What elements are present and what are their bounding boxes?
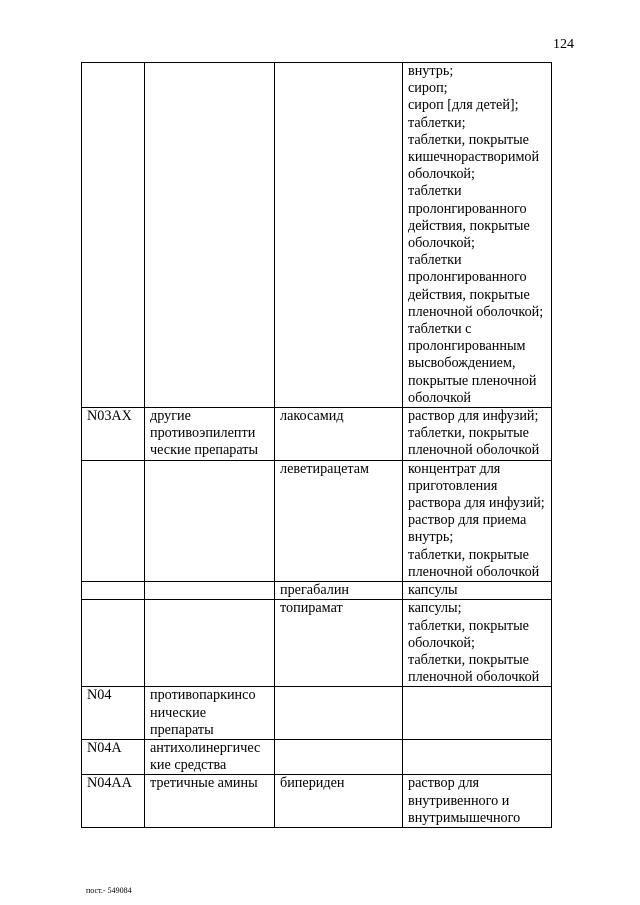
atc-code-cell xyxy=(82,63,145,408)
atc-code-cell xyxy=(82,600,145,687)
atc-code-cell: N04AA xyxy=(82,775,145,828)
table-row xyxy=(82,460,552,581)
page-number: 124 xyxy=(553,37,574,52)
table-row xyxy=(82,775,552,828)
dosage-forms-cell: раствор для внутривенного и внутримышечного xyxy=(403,775,552,828)
drug-group-cell: противопаркинсо нические препараты xyxy=(145,687,275,740)
dosage-forms-cell: капсулы; таблетки, покрытые оболочкой; таблетки, покрытые пленочной оболочкой xyxy=(403,600,552,687)
table-row xyxy=(82,408,552,461)
drug-group-cell xyxy=(145,63,275,408)
drug-table xyxy=(81,62,552,828)
drug-group-cell xyxy=(145,460,275,581)
substance-cell: лакосамид xyxy=(275,408,403,461)
substance-cell xyxy=(275,739,403,774)
substance-cell xyxy=(275,687,403,740)
dosage-forms-cell xyxy=(403,739,552,774)
table-row xyxy=(82,582,552,600)
dosage-forms-cell xyxy=(403,687,552,740)
atc-code-cell: N04 xyxy=(82,687,145,740)
drug-group-cell: третичные амины xyxy=(145,775,275,828)
dosage-forms-cell: внутрь; сироп; сироп [для детей]; таблетки; таблетки, покрытые кишечнорастворимой оболочкой; таблетки пролонгированного действия, покрытые оболочкой; таблетки пролонгированного действия, покрытые пленочной оболочкой; таблетки с пролонгированным высвобождением, покрытые пленочной оболочкой xyxy=(403,63,552,408)
drug-group-cell xyxy=(145,600,275,687)
dosage-forms-cell: концентрат для приготовления раствора для инфузий; раствор для приема внутрь; таблетки, покрытые пленочной оболочкой xyxy=(403,460,552,581)
atc-code-cell xyxy=(82,582,145,600)
table-row xyxy=(82,600,552,687)
dosage-forms-cell: раствор для инфузий; таблетки, покрытые пленочной оболочкой xyxy=(403,408,552,461)
table-row xyxy=(82,739,552,774)
atc-code-cell: N04A xyxy=(82,739,145,774)
drug-group-cell: другие противоэпилепти ческие препараты xyxy=(145,408,275,461)
table-row xyxy=(82,687,552,740)
substance-cell: бипериден xyxy=(275,775,403,828)
drug-group-cell: антихолинергичес кие средства xyxy=(145,739,275,774)
atc-code-cell xyxy=(82,460,145,581)
drug-group-cell xyxy=(145,582,275,600)
substance-cell: леветирацетам xyxy=(275,460,403,581)
dosage-forms-cell: капсулы xyxy=(403,582,552,600)
atc-code-cell: N03AX xyxy=(82,408,145,461)
substance-cell: прегабалин xyxy=(275,582,403,600)
substance-cell xyxy=(275,63,403,408)
document-footer: пост.- 549084 xyxy=(86,886,132,895)
table-row xyxy=(82,63,552,408)
substance-cell: топирамат xyxy=(275,600,403,687)
